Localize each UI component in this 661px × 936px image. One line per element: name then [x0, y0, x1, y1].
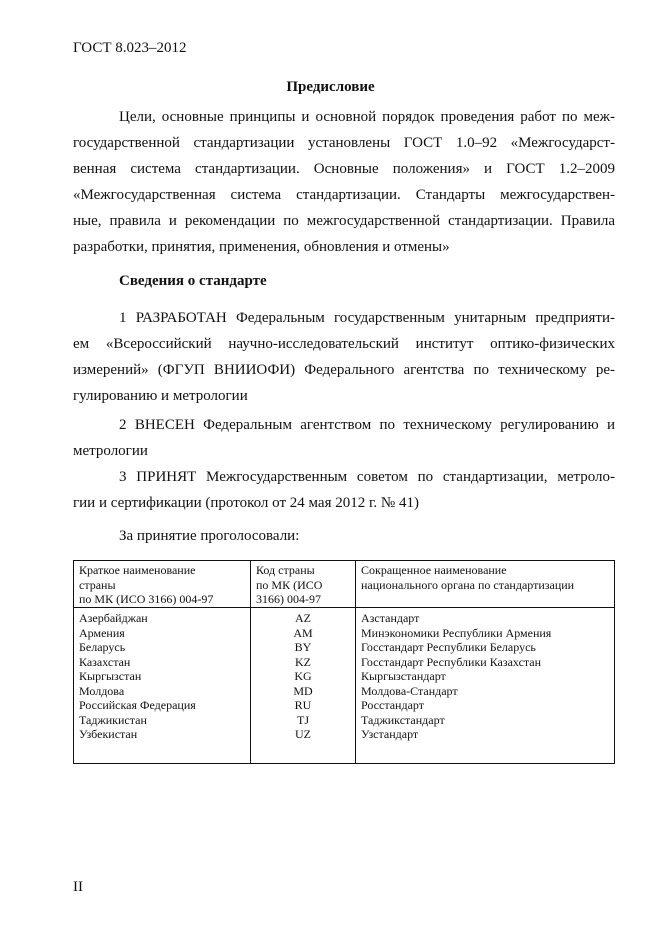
foreword-title: Предисловие — [286, 79, 375, 95]
table-body-row — [74, 608, 615, 764]
list-item: Минэкономики Республики Армения — [361, 625, 552, 640]
country-codes-cell — [251, 608, 356, 764]
text-line: венная система стандартизации. Основные положения» и ГОСТ 1.2–2009 — [73, 161, 615, 177]
list-item: UZ — [295, 727, 311, 741]
list-item: Беларусь — [79, 640, 126, 654]
page-number: II — [73, 879, 83, 895]
standard-info-title: Сведения о стандарте — [119, 273, 267, 289]
text-line: 2 ВНЕСЕН Федеральным агентством по техническому регулированию и — [119, 417, 615, 433]
list-item: KZ — [295, 654, 311, 669]
list-item: BY — [294, 640, 312, 654]
list-item: Азстандарт — [361, 611, 420, 625]
list-item: Росстандарт — [361, 698, 424, 712]
list-item: Кыргызстан — [79, 669, 142, 683]
text-line: ем «Всероссийский научно-исследовательский институт оптико-физических — [73, 336, 615, 352]
header-standards-body: Сокращенное наименование национального органа по стандартизации — [356, 561, 615, 608]
foreword-paragraph — [73, 104, 615, 260]
voted-label: За принятие проголосовали: — [119, 528, 300, 544]
list-item: AM — [293, 625, 313, 640]
text-line: измерений» (ФГУП ВНИИОФИ) Федерального агентства по техническому ре- — [73, 362, 615, 378]
list-item: MD — [293, 683, 313, 698]
list-item: Госстандарт Республики Казахстан — [361, 654, 542, 669]
list-item: Армения — [79, 625, 125, 640]
item-1-paragraph — [73, 305, 615, 409]
list-item: Казахстан — [79, 654, 131, 669]
standards-bodies-cell — [356, 608, 615, 764]
text-line: гии и сертификации (протокол от 24 мая 2012 г. № 41) — [73, 495, 419, 511]
list-item: Узбекистан — [79, 727, 138, 741]
list-item: Госстандарт Республики Беларусь — [361, 640, 536, 654]
list-item: Таджикистан — [79, 712, 147, 727]
document-id: ГОСТ 8.023–2012 — [73, 40, 187, 56]
list-item: TJ — [297, 712, 309, 727]
list-item: Таджикстандарт — [361, 712, 445, 727]
list-item: Азербайджан — [79, 611, 148, 625]
list-item: AZ — [295, 611, 311, 625]
header-country-code: Код страны по МК (ИСО 3166) 004-97 — [251, 561, 356, 608]
header-country-name: Краткое наименование страны по МК (ИСО 3166) 004-97 — [74, 561, 251, 608]
vote-table — [73, 560, 615, 764]
text-line: метрологии — [73, 443, 148, 459]
list-item: Российская Федерация — [79, 698, 196, 712]
text-line: Цели, основные принципы и основной порядок проведения работ по меж- — [119, 109, 615, 125]
item-2-paragraph — [73, 412, 615, 464]
list-item: Молдова — [79, 683, 125, 698]
list-item: RU — [294, 698, 312, 712]
list-item: Кыргызстандарт — [361, 669, 446, 683]
text-line: 3 ПРИНЯТ Межгосударственным советом по стандартизации, метроло- — [119, 469, 615, 485]
text-line: государственной стандартизации установлены ГОСТ 1.0–92 «Межгосударст- — [73, 135, 615, 151]
list-item: Молдова-Стандарт — [361, 683, 458, 698]
table-header-row — [74, 561, 615, 608]
item-3-paragraph — [73, 464, 615, 516]
text-line: 1 РАЗРАБОТАН Федеральным государственным унитарным предприяти- — [119, 310, 615, 326]
text-line: «Межгосударственная система стандартизации. Стандарты межгосударствен- — [73, 187, 615, 203]
list-item: Узстандарт — [361, 727, 419, 741]
text-line: гулированию и метрологии — [73, 388, 248, 404]
country-names-cell — [74, 608, 251, 764]
list-item: KG — [294, 669, 312, 683]
text-line: разработки, принятия, применения, обновления и отмены» — [73, 239, 450, 255]
text-line: ные, правила и рекомендации по межгосударственной стандартизации. Правила — [73, 213, 615, 229]
